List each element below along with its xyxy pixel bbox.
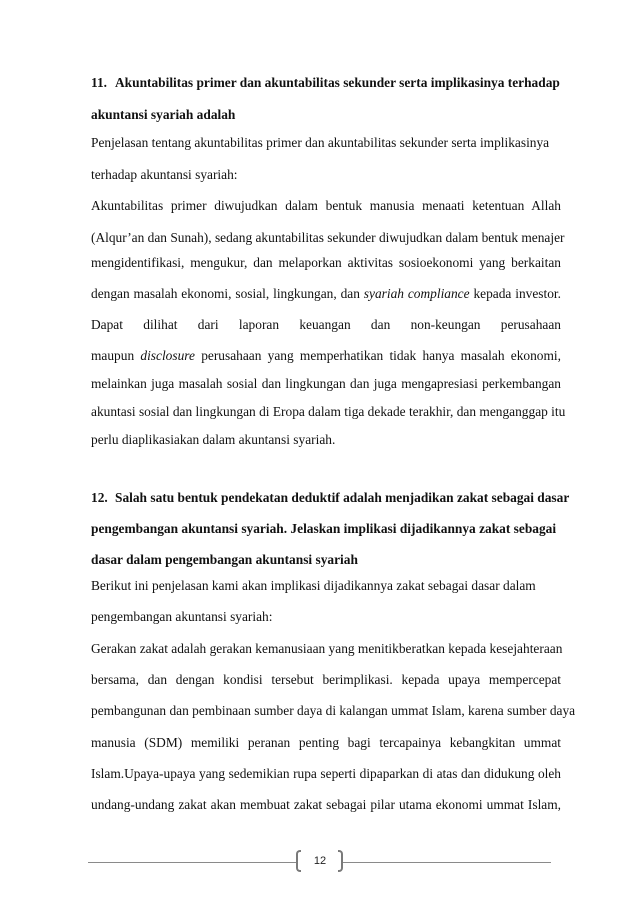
section-12-body-line-4: manusia (SDM) memiliki peranan penting bagi tercapainya kebangkitan ummat xyxy=(91,735,561,750)
footer-bracket-left xyxy=(296,850,301,872)
section-12-heading-line-2: pengembangan akuntansi syariah. Jelaskan implikasi dijadikannya zakat sebagai xyxy=(91,521,557,536)
section-11-number: 11. xyxy=(91,75,107,90)
section-11-body-line-8: akuntasi sosial dan lingkungan di Eropa dalam tiga dekade terakhir, dan menganggap itu xyxy=(91,404,566,419)
section-12-body-line-5: Islam.Upaya-upaya yang sedemikian rupa seperti dipaparkan di atas dan didukung oleh xyxy=(91,766,561,781)
section-11-body-line-5: Dapat dilihat dari laporan keuangan dan non-keungan perusahaan xyxy=(91,317,561,332)
page-number: 12 xyxy=(313,855,327,867)
section-11-body-line-1: Akuntabilitas primer diwujudkan dalam bentuk manusia menaati ketentuan Allah xyxy=(91,198,561,213)
section-11-body-line-4: dengan masalah ekonomi, sosial, lingkungan, dan syariah compliance kepada investor. xyxy=(91,286,561,301)
section-12-heading-line-3: dasar dalam pengembangan akuntansi syariah xyxy=(91,552,358,567)
section-12-number: 12. xyxy=(91,490,108,505)
section-11-body-line-7: melainkan juga masalah sosial dan lingkungan dan juga mengapresiasi perkembangan xyxy=(91,376,561,391)
section-12-body-line-1: Gerakan zakat adalah gerakan kemanusiaan yang menitikberatkan kepada kesejahteraan xyxy=(91,641,563,656)
section-11-heading-line-2: akuntansi syariah adalah xyxy=(91,107,236,122)
footer-rule-right xyxy=(343,862,551,863)
section-11-body-line-3: mengidentifikasi, mengukur, dan melaporkan aktivitas sosioekonomi yang berkaitan xyxy=(91,255,561,270)
term-syariah-compliance: syariah compliance xyxy=(363,286,470,301)
section-12-body-line-6: undang-undang zakat akan membuat zakat sebagai pilar utama ekonomi ummat Islam, xyxy=(91,797,561,812)
section-12-body-line-3: pembangunan dan pembinaan sumber daya di kalangan ummat Islam, karena sumber daya xyxy=(91,703,576,718)
term-disclosure: disclosure xyxy=(140,348,195,363)
section-12-heading-line-1: 12. Salah satu bentuk pendekatan deduktif adalah menjadikan zakat sebagai dasar xyxy=(91,490,570,505)
section-11-heading-line-1: 11. Akuntabilitas primer dan akuntabilitas sekunder serta implikasinya terhadap xyxy=(91,75,560,90)
section-11-intro-line-2: terhadap akuntansi syariah: xyxy=(91,167,238,182)
section-11-body-line-6: maupun disclosure perusahaan yang memperhatikan tidak hanya masalah ekonomi, xyxy=(91,348,561,363)
footer-bracket-right xyxy=(338,850,343,872)
section-11-intro-line-1: Penjelasan tentang akuntabilitas primer dan akuntabilitas sekunder serta implikasinya xyxy=(91,135,550,150)
section-11-body-line-9: perlu diaplikasiakan dalam akuntansi syariah. xyxy=(91,432,336,447)
section-12-intro-line-2: pengembangan akuntansi syariah: xyxy=(91,609,273,624)
section-12-intro-line-1: Berikut ini penjelasan kami akan implikasi dijadikannya zakat sebagai dasar dalam xyxy=(91,578,536,593)
section-12-body-line-2: bersama, dan dengan kondisi tersebut berimplikasi. kepada upaya mempercepat xyxy=(91,672,561,687)
section-11-body-line-2: (Alqur’an dan Sunah), sedang akuntabilitas sekunder diwujudkan dalam bentuk menajer xyxy=(91,230,565,245)
footer-rule-left xyxy=(88,862,296,863)
